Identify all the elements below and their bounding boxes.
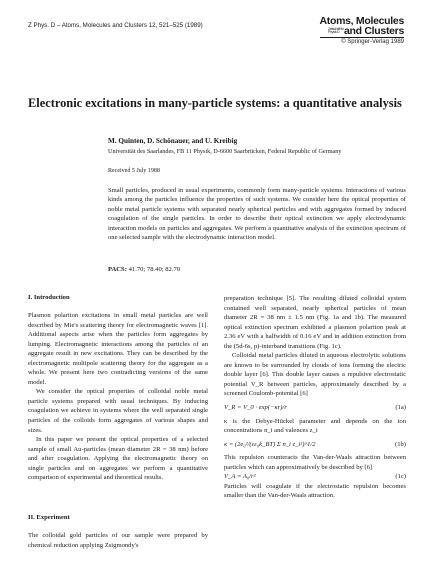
journal-logo: [320, 16, 404, 45]
copyright: © Springer-Verlag 1989: [341, 39, 404, 45]
equation-1b-body: κ = (2e₀²/(εε₀k_BT) Σ n_i z_i²)^1/2: [224, 440, 316, 448]
intro-paragraph-1: Plasmon polariton excitations in small metal particles are well described by Mie's scattering theory for electromagnetic waves [1]. Additional aspects arise when the particles form aggregates by lumping. Electromagnetic interactions among the particles of an aggregate result in new excitations. They can be described by the electromagnetic multipole scattering theory for the aggregate as a whole. We present here two contradicting versions of the same model.: [28, 312, 208, 386]
section-heading-experiment: II. Experiment: [28, 514, 70, 521]
equation-1a-label: (1a): [395, 404, 406, 412]
logo-line-2-text: and Clusters: [344, 25, 404, 37]
experiment-paragraph-1: The colloidal gold particles of our sample were prepared by chemical reduction applying Zsigmondy's: [28, 532, 208, 549]
pacs-values: 41.70; 78.40; 82.70: [128, 266, 181, 273]
article-title: Electronic excitations in many-particle systems: a quantitative analysis: [28, 96, 402, 110]
intro-paragraph-3: In this paper we present the optical properties of a selected sample of small Au-particles (mean diameter 2R = 38 nm) before and after coagulation. Applying the electromagnetic theory on single particles and on aggregates we perform a quantitative comparison of experimental and theoretical results.: [28, 436, 208, 482]
equation-1c-body: V_A = A₀/r²: [224, 473, 256, 481]
authors: M. Quinten, D. Schönauer, and U. Kreibig: [108, 137, 238, 145]
equation-1b-label: (1b): [395, 440, 406, 448]
right-paragraph-1: preparation technique [5]. The resulting diluted colloidal system contained well separated, nearly spherical particles of mean diameter 2R = 38 nm ± 1.5 nm (Fig. 1a and 1b). The measured optical extinction spectrum exhibited a plasmon polariton peak at 2.36 eV with a halfwidth of 0.16 eV and in addition extinction from the (5d-6s, p)-interband transitions (Fig. 1c).: [224, 295, 406, 350]
intro-paragraph-2: We consider the optical properties of colloidal noble metal particle systems prepared with usual techniques. By inducing coagulation we achieve in systems where the well separated single particles of the colloids form aggregates of various shapes and sizes.: [28, 388, 208, 434]
logo-line-1: Atoms, Molecules: [319, 15, 404, 27]
logo-rule: [320, 37, 404, 38]
equation-1a-body: V_R = V_0 · exp(−κr)/r: [224, 404, 287, 412]
right-column: [224, 294, 406, 501]
right-paragraph-5: Particles will coagulate if the electrostatic repulsion becomes smaller than the Van-der-Waals attraction.: [224, 482, 406, 500]
equation-1c-label: (1c): [395, 473, 406, 481]
logo-line-2: [320, 26, 404, 36]
experiment-column: [28, 531, 208, 550]
logo-for-text: Zeitschrift für Physik D: [328, 27, 344, 35]
affiliation: Universität des Saarlandes, FB 11 Physik, D-6600 Saarbrücken, Federal Republic of Germany: [108, 148, 342, 155]
pacs: [108, 266, 180, 273]
right-paragraph-4: This repulsion counteracts the Van-der-Waals attraction between particles which can approximatively be described by [6]: [224, 454, 406, 471]
right-paragraph-2: Colloidal metal particles diluted in aqueous electrolytic solutions are known to be surrounded by clouds of ions forming the electric double layer [6]. This double layer causes a repulsive electrostatic potential V_R between particles, approximately described by a screened Coulomb-potential [6]: [224, 352, 406, 398]
abstract: Small particles, produced in usual experiments, commonly form many-particle systems. Interactions of various kinds among the particles influence the properties of such systems. We consider here the optical properties of noble metal particle systems with separated nearly spherical particles and with aggregates formed by induced coagulation of the single particles. In order to describe their optical extinction we apply electrodynamic interaction models on particles and aggregates. We perform a quantitative analysis of the extinction spectrum of one selected sample with the electrodynamic interaction model.: [108, 187, 406, 242]
equation-1a: [224, 403, 406, 413]
left-column: [28, 311, 208, 483]
journal-reference: Z Phys. D – Atoms, Molecules and Clusters 12, 521–525 (1989): [28, 22, 203, 29]
section-heading-introduction: I. Introduction: [28, 294, 70, 301]
equation-1b: [224, 440, 406, 450]
pacs-label: PACS:: [108, 266, 127, 273]
equation-1c: [224, 472, 406, 482]
right-paragraph-3: κ is the Debye-Hückel parameter and depends on the ion concentrations n_i and valences z_i: [224, 417, 406, 435]
received-date: Received 5 July 1988: [108, 168, 160, 174]
